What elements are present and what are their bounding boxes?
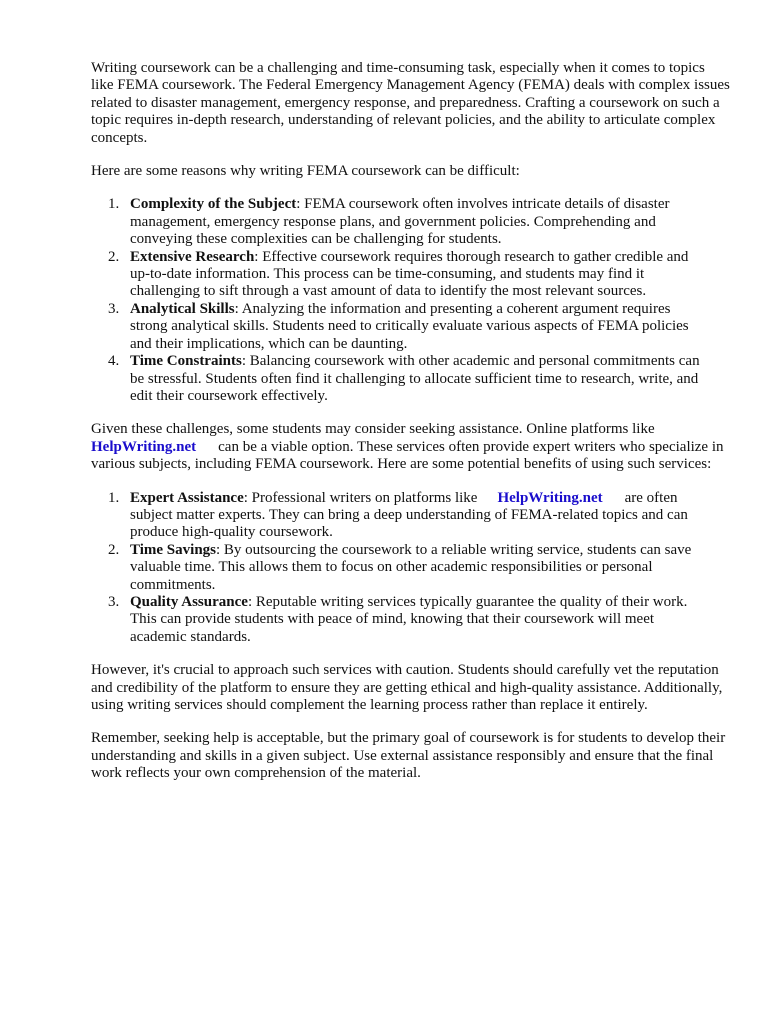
list-term: Extensive Research xyxy=(130,248,255,265)
benefits-list xyxy=(91,490,728,647)
list-separator: : xyxy=(241,353,250,370)
helpwriting-link[interactable]: HelpWriting.net xyxy=(497,489,603,506)
list-text: Analyzing the information and presenting a coherent argument requires strong analytical skills. Students need to critically evaluate various aspects of FEMA policies and their implications, which can be daunting. xyxy=(130,300,689,352)
list-separator: : xyxy=(234,300,242,317)
reasons-intro: Here are some reasons why writing FEMA coursework can be difficult: xyxy=(91,163,520,180)
intro-paragraph: Writing coursework can be a challenging and time-consuming task, especially when it comes to topics like FEMA coursework. The Federal Emergency Management Agency (FEMA) deals with complex issues related to disaster management, emergency response, and preparedness. Crafting a coursework on such a topic requires in-depth research, understanding of relevant policies, and the ability to articulate complex concepts. xyxy=(91,60,730,146)
list-number: 4. xyxy=(108,353,120,370)
list-text: FEMA coursework often involves intricate details of disaster management, emergency response plans, and government policies. Comprehending and conveying these complexities can be challenging for students. xyxy=(130,196,670,248)
list-item xyxy=(91,249,710,301)
list-term: Quality Assurance xyxy=(130,593,248,610)
list-number: 2. xyxy=(108,248,120,265)
list-text: Effective coursework requires thorough research to gather credible and up-to-date information. This process can be time-consuming, and students may find it challenging to sift through a vast amount of data to identify the most relevant sources. xyxy=(130,248,689,300)
list-term: Expert Assistance xyxy=(130,489,244,506)
list-term: Time Constraints xyxy=(130,353,242,370)
list-separator: : xyxy=(247,593,256,610)
list-separator: : xyxy=(296,196,305,213)
given-text-after: can be a viable option. These services often provide expert writers who specialize in various subjects, including FEMA coursework. Here are some potential benefits of using such services: xyxy=(91,438,724,473)
list-term: Time Savings xyxy=(130,541,216,558)
list-number: 3. xyxy=(108,300,120,317)
list-number: 3. xyxy=(108,593,120,610)
however-paragraph: However, it's crucial to approach such services with caution. Students should carefully vet the reputation and credibility of the platform to ensure they are getting ethical and high-quality assistance. Additionally, using writing services should complement the learning process rather than replace it entirely. xyxy=(91,662,723,713)
list-item xyxy=(91,542,710,594)
list-separator: : xyxy=(254,248,263,265)
list-number: 1. xyxy=(108,489,120,506)
list-text: are often subject matter experts. They can bring a deep understanding of FEMA-related topics and can produce high-quality coursework. xyxy=(130,489,688,541)
list-item xyxy=(91,196,710,248)
list-item xyxy=(91,301,710,353)
list-item xyxy=(91,353,710,405)
list-number: 1. xyxy=(108,196,120,213)
reasons-list xyxy=(91,196,728,405)
list-text: Balancing coursework with other academic and personal commitments can be stressful. Students often find it challenging to allocate sufficient time to research, write, and edit their coursework effectively. xyxy=(130,353,700,404)
list-number: 2. xyxy=(108,541,120,558)
list-item xyxy=(91,594,710,646)
list-text: Reputable writing services typically guarantee the quality of their work. This can provide students with peace of mind, knowing that their coursework will meet academic standards. xyxy=(130,593,688,645)
list-text-before: Professional writers on platforms like xyxy=(251,489,478,506)
list-term: Complexity of the Subject xyxy=(130,196,297,213)
given-text-before: Given these challenges, some students may consider seeking assistance. Online platforms like xyxy=(91,421,655,438)
list-text: By outsourcing the coursework to a reliable writing service, students can save valuable time. This allows them to focus on other academic responsibilities or personal commitments. xyxy=(130,541,692,593)
helpwriting-link[interactable]: HelpWriting.net xyxy=(91,438,197,455)
list-item xyxy=(91,490,710,542)
list-separator: : xyxy=(243,489,252,506)
list-term: Analytical Skills xyxy=(130,300,235,317)
given-paragraph xyxy=(91,421,731,473)
list-separator: : xyxy=(216,541,224,558)
remember-paragraph: Remember, seeking help is acceptable, but the primary goal of coursework is for students to develop their understanding and skills in a given subject. Use external assistance responsibly and ensure that the final work reflects your own comprehension of the material. xyxy=(91,730,726,782)
